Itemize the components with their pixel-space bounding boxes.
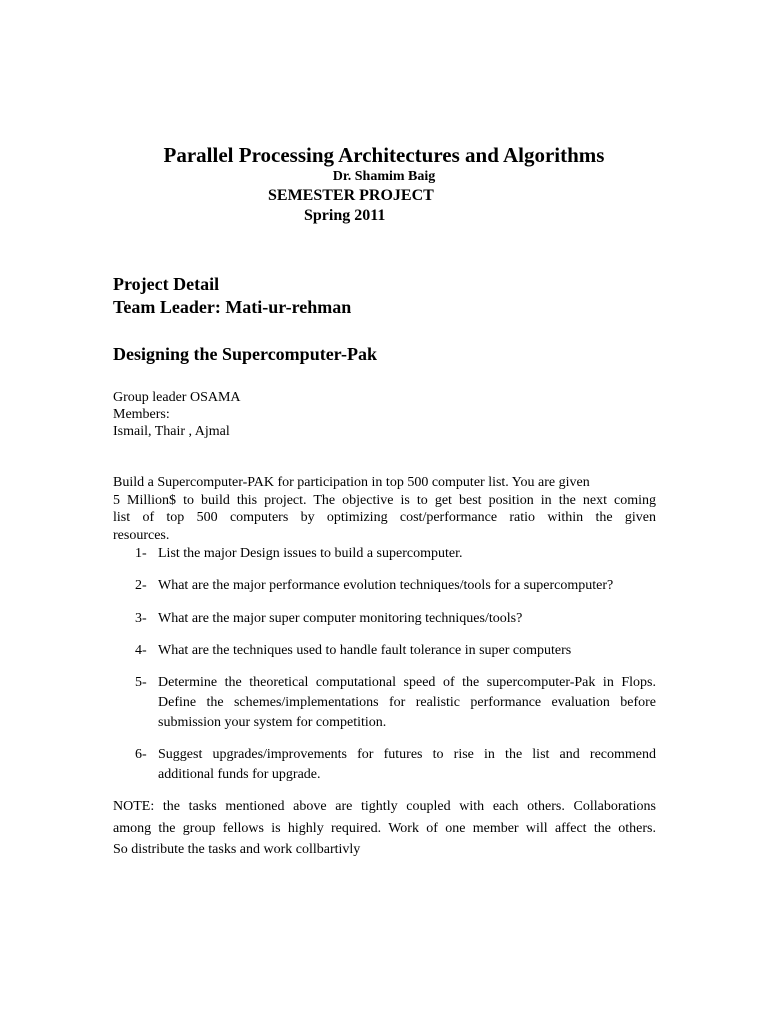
task-number: 2-	[135, 578, 147, 593]
task-item-2	[135, 576, 656, 596]
note-paragraph	[113, 796, 656, 861]
task-number: 4-	[135, 643, 147, 658]
task-item-3	[135, 609, 656, 629]
note-line: NOTE: the tasks mentioned above are tightly coupled with each others. Collaborations	[113, 799, 656, 814]
project-detail-heading: Project Detail	[113, 274, 220, 294]
task-text: List the major Design issues to build a supercomputer.	[158, 546, 463, 561]
task-item-4	[135, 641, 656, 661]
task-text: What are the major performance evolution techniques/tools for a supercomputer?	[158, 578, 614, 593]
members-label: Members:	[113, 407, 170, 422]
project-title-heading: Designing the Supercomputer-Pak	[113, 344, 378, 364]
task-number: 1-	[135, 546, 147, 561]
document-title: Parallel Processing Architectures and Algorithms	[163, 143, 605, 167]
intro-line: list of top 500 computers by optimizing cost/performance ratio within the given	[113, 510, 656, 525]
team-leader-heading: Team Leader: Mati-ur-rehman	[113, 297, 352, 317]
task-text: What are the major super computer monitoring techniques/tools?	[158, 611, 523, 626]
author-name: Dr. Shamim Baig	[332, 169, 436, 184]
intro-line: resources.	[113, 527, 170, 543]
task-number: 5-	[135, 675, 147, 690]
intro-line: Build a Supercomputer-PAK for participation in top 500 computer list. You are given	[113, 475, 590, 490]
project-type: SEMESTER PROJECT	[268, 187, 434, 204]
task-text: Determine the theoretical computational speed of the supercomputer-Pak in Flops.	[158, 675, 656, 690]
members-list: Ismail, Thair , Ajmal	[113, 424, 230, 439]
task-item-6	[135, 745, 656, 785]
task-text: submission your system for competition.	[158, 715, 387, 730]
group-leader: Group leader OSAMA	[113, 390, 241, 405]
task-number: 3-	[135, 611, 147, 626]
intro-line: 5 Million$ to build this project. The objective is to get best position in the next coming	[113, 492, 656, 508]
task-number: 6-	[135, 747, 147, 762]
task-text: Define the schemes/implementations for realistic performance evaluation before	[158, 695, 656, 710]
task-text: Suggest upgrades/improvements for futures to rise in the list and recommend	[158, 747, 656, 762]
task-item-5	[135, 673, 656, 733]
task-text: additional funds for upgrade.	[158, 767, 321, 782]
task-text: What are the techniques used to handle fault tolerance in super computers	[158, 643, 572, 658]
note-line: among the group fellows is highly required. Work of one member will affect the others.	[113, 820, 656, 836]
note-line: So distribute the tasks and work collbartivly	[113, 842, 361, 857]
intro-paragraph	[113, 474, 656, 544]
task-item-1	[135, 544, 656, 564]
term-label: Spring 2011	[304, 207, 386, 224]
